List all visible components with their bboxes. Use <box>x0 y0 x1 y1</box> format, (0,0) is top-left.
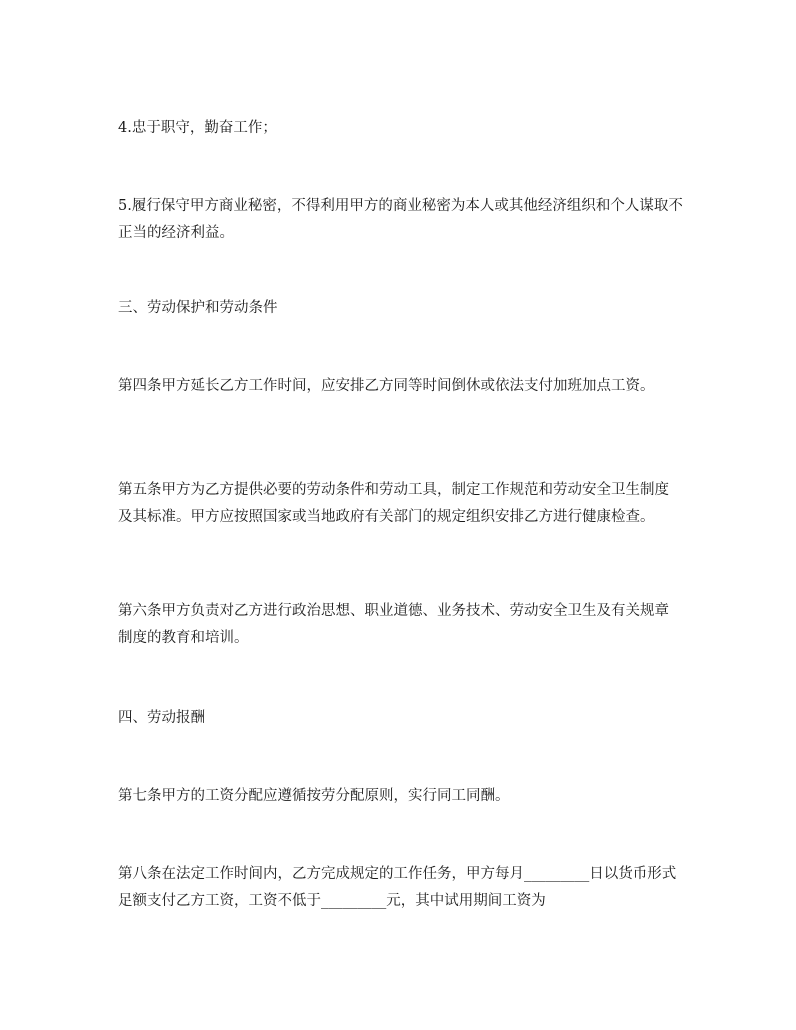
paragraph-article-4: 第四条甲方延长乙方工作时间，应安排乙方同等时间倒休或依法支付加班加点工资。 <box>118 378 655 394</box>
paragraph-article-6: 第六条甲方负责对乙方进行政治思想、职业道德、业务技术、劳动安全卫生及有关规章制度的教育和培训。 <box>118 603 669 646</box>
section-heading-labor-protection: 三、劳动保护和劳动条件 <box>118 300 278 316</box>
paragraph-duty-loyalty: 4.忠于职守，勤奋工作； <box>118 120 277 136</box>
paragraph-article-5: 第五条甲方为乙方提供必要的劳动条件和劳动工具，制定工作规范和劳动安全卫生制度及其标准。甲方应按照国家或当地政府有关部门的规定组织安排乙方进行健康检查。 <box>118 482 669 525</box>
paragraph-article-8: 第八条在法定工作时间内，乙方完成规定的工作任务，甲方每月_________日以货币形式足额支付乙方工资，工资不低于_________元，其中试用期间工资为 <box>118 866 677 909</box>
paragraph-article-7: 第七条甲方的工资分配应遵循按劳分配原则，实行同工同酬。 <box>118 788 510 804</box>
paragraph-confidentiality: 5.履行保守甲方商业秘密，不得利用甲方的商业秘密为本人或其他经济组织和个人谋取不正当的经济利益。 <box>118 198 683 241</box>
section-heading-remuneration: 四、劳动报酬 <box>118 710 205 726</box>
